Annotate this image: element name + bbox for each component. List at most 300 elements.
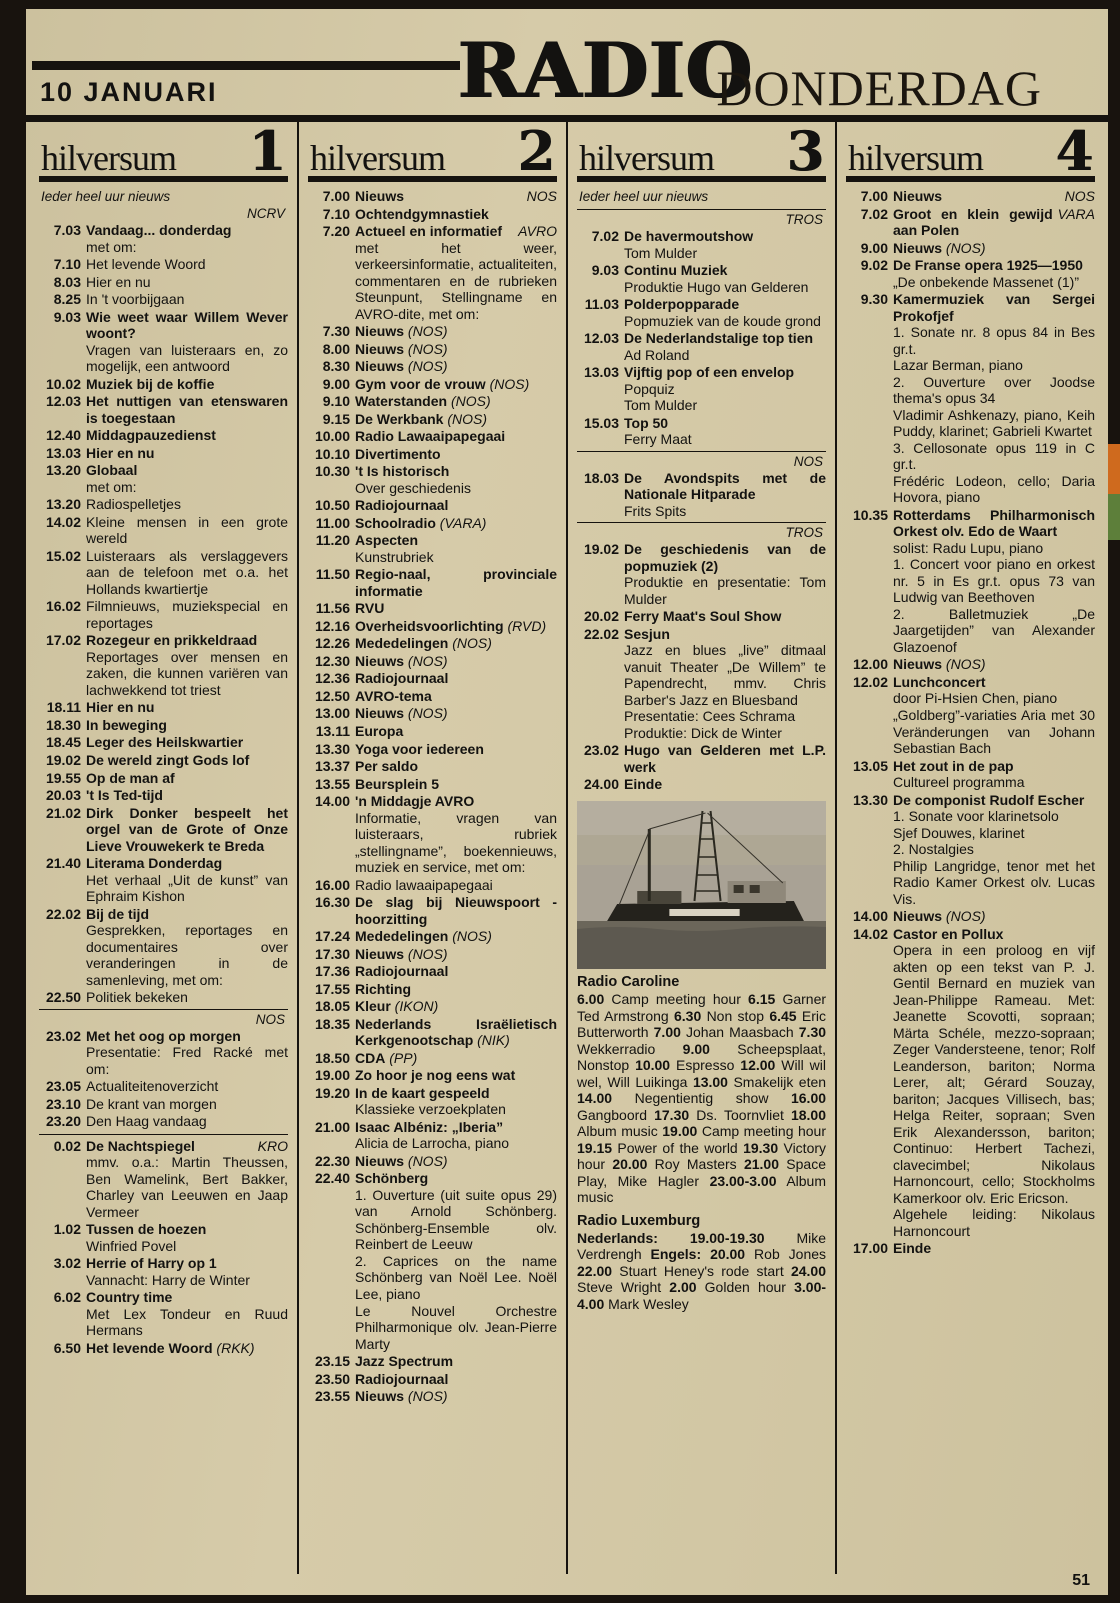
program-title: Jazz Spectrum	[355, 1353, 454, 1370]
program-item	[577, 626, 826, 742]
program-item	[577, 262, 826, 295]
program-item	[308, 393, 557, 410]
program-text	[624, 296, 826, 329]
program-item	[846, 291, 1095, 506]
program-time: 8.25	[53, 291, 81, 308]
program-title: Met het oog op morgen	[86, 1027, 241, 1044]
program-time: 19.02	[583, 541, 619, 558]
ship-photo-illustration	[577, 801, 826, 969]
program-item	[846, 257, 1095, 290]
program-title: 'n Middagje AVRO	[355, 793, 475, 810]
section-heading: Radio Luxemburg	[577, 1212, 701, 1229]
program-title: Het levende Woord	[86, 256, 206, 273]
network-tag: (NOS)	[404, 323, 448, 340]
column-content	[846, 124, 1095, 1257]
program-time: 12.50	[314, 687, 350, 704]
program-time: 22.50	[45, 989, 81, 1006]
program-title: Rozegeur en prikkeldraad	[86, 632, 258, 649]
program-title: Hier en nu	[86, 699, 155, 716]
program-time: 19.20	[314, 1084, 350, 1101]
program-text	[355, 566, 557, 599]
program-time: 15.03	[583, 414, 619, 431]
program-time: 7.20	[322, 223, 350, 240]
program-text	[86, 632, 288, 698]
network-tag: (IKON)	[390, 998, 439, 1015]
program-title: Den Haag vandaag	[86, 1113, 207, 1130]
program-desc: Kunstrubriek	[355, 548, 434, 565]
program-time: 13.20	[45, 462, 81, 479]
program-title: Luisteraars als verslaggevers aan de telefoon met o.a. het Hollands kwartiertje	[86, 547, 288, 597]
program-time: 17.24	[314, 928, 350, 945]
program-time: 15.02	[45, 547, 81, 564]
radio-caroline-ship-photo	[577, 801, 826, 969]
program-text	[86, 376, 288, 393]
program-title: Kamermuziek van Sergei Prokofjef	[893, 291, 1095, 324]
program-time: 22.30	[314, 1152, 350, 1169]
program-text	[355, 497, 557, 514]
schedule-entry: Space Play, Mike Hagler	[577, 1156, 826, 1189]
program-title: Radio Lawaaipapegaai	[355, 428, 506, 445]
program-item	[846, 674, 1095, 757]
program-text	[893, 291, 1095, 506]
network-tag: (NOS)	[447, 393, 491, 410]
program-item	[577, 742, 826, 775]
program-time: 10.00	[314, 428, 350, 445]
program-text	[624, 364, 826, 414]
radio-caroline-section	[577, 974, 826, 1206]
program-title: Nieuws	[893, 188, 943, 204]
program-title: Nieuws	[893, 239, 943, 256]
program-title: Hugo van Gelderen met L.P. werk	[624, 742, 826, 775]
program-desc: Reportages over mensen en zaken, die kunnen variëren van lachwekkend tot triest	[86, 648, 288, 698]
program-text	[355, 635, 557, 652]
program-text	[355, 1371, 557, 1388]
header-rule	[32, 61, 460, 70]
program-text	[86, 717, 288, 734]
program-desc: 2. Caprices on the name Schönberg van Noël Lee. Noël Lee, piano	[355, 1252, 557, 1302]
program-title: 't Is historisch	[355, 463, 450, 480]
page-header	[26, 9, 1108, 122]
program-title: Nieuws	[355, 1152, 405, 1169]
column-number: 4	[1055, 122, 1093, 183]
program-text	[624, 470, 826, 520]
program-time: 0.02	[53, 1137, 81, 1154]
network-label: TROS	[577, 209, 826, 228]
program-item	[308, 635, 557, 652]
program-text	[624, 626, 826, 742]
schedule-time: 14.00	[577, 1090, 613, 1107]
program-item	[308, 497, 557, 514]
schedule-entry: Camp meeting hour	[611, 990, 741, 1007]
network-label: AVRO	[518, 223, 557, 240]
program-item	[308, 1388, 557, 1405]
program-time: 6.02	[53, 1289, 81, 1306]
program-item	[39, 393, 288, 426]
program-text	[86, 787, 288, 804]
program-item	[39, 274, 288, 291]
program-item	[308, 1353, 557, 1370]
program-time: 18.05	[314, 998, 350, 1015]
program-desc: met om:	[86, 238, 137, 255]
program-item	[308, 618, 557, 635]
program-text	[893, 674, 1095, 757]
network-label: NCRV	[246, 206, 285, 221]
program-time: 18.35	[314, 1015, 350, 1032]
program-text	[86, 1096, 288, 1113]
schedule-entry: Smakelijk eten	[733, 1073, 827, 1090]
program-text	[355, 358, 557, 375]
program-desc: 1. Sonate voor klarinetsolo	[893, 808, 1059, 825]
program-text	[893, 926, 1095, 1240]
program-title: Nieuws	[355, 340, 405, 357]
program-item	[39, 598, 288, 631]
network-tag: (NOS)	[404, 1388, 448, 1405]
program-text	[355, 793, 557, 876]
program-text	[893, 656, 1095, 673]
program-desc: Ferry Maat	[624, 431, 692, 448]
program-desc: Met Lex Tondeur en Ruud Hermans	[86, 1305, 288, 1339]
program-item	[308, 515, 557, 532]
program-desc: 1. Sonate nr. 8 opus 84 in Bes gr.t.	[893, 324, 1095, 357]
program-item	[308, 894, 557, 927]
program-text	[86, 309, 288, 375]
program-time: 14.00	[852, 908, 888, 925]
program-time: 7.02	[860, 205, 888, 222]
program-desc: Het verhaal „Uit de kunst” van Ephraim Kishon	[86, 871, 288, 905]
program-item	[39, 1340, 288, 1357]
program-title: De Nederlandstalige top tien	[624, 330, 814, 347]
program-desc: Le Nouvel Orchestre Philharmonique olv. Jean-Pierre Marty	[355, 1302, 557, 1352]
program-title: CDA	[355, 1049, 386, 1066]
schedule-time: 19.00	[662, 1123, 698, 1140]
program-item	[308, 566, 557, 599]
program-text	[893, 758, 1095, 791]
program-title: Het levende Woord	[86, 1340, 213, 1356]
program-item	[308, 928, 557, 945]
program-item	[308, 358, 557, 375]
column-header	[39, 124, 288, 182]
program-text	[86, 1113, 288, 1130]
program-item	[577, 541, 826, 607]
program-desc: Cultureel programma	[893, 774, 1025, 791]
program-item	[846, 188, 1095, 205]
program-title: Hier en nu	[86, 273, 151, 290]
program-item	[577, 776, 826, 793]
program-desc: 1. Ouverture (uit suite opus 29) van Arnold Schönberg. Schönberg-Ensemble olv. Reinbert de Leeuw	[355, 1186, 557, 1253]
column-hilversum-1	[30, 122, 297, 1574]
program-desc: Klassieke verzoekplaten	[355, 1101, 506, 1118]
program-item	[308, 1371, 557, 1388]
program-time: 7.10	[322, 205, 350, 222]
program-item	[39, 496, 288, 513]
program-text	[86, 598, 288, 631]
program-text	[893, 188, 1095, 205]
schedule-entry: Camp meeting hour	[701, 1123, 827, 1140]
schedule-entry: Steve Wright	[577, 1279, 662, 1296]
program-desc: Winfried Povel	[86, 1237, 177, 1254]
program-title: Op de man af	[86, 769, 175, 786]
program-title: Country time	[86, 1289, 173, 1306]
schedule-entry: Non stop	[706, 1007, 765, 1024]
program-item	[308, 223, 557, 322]
program-time: 12.16	[314, 617, 350, 634]
program-time: 13.30	[852, 791, 888, 808]
schedule-time: 6.15	[748, 990, 776, 1007]
column-content	[308, 124, 557, 1405]
schedule-entry: Espresso	[676, 1057, 735, 1074]
program-item	[846, 926, 1095, 1240]
program-item	[308, 600, 557, 617]
program-text	[86, 1028, 288, 1078]
program-title: Zo hoor je nog eens wat	[355, 1067, 516, 1084]
program-text	[355, 741, 557, 758]
program-desc: Opera in een proloog en vijf akten op een tekst van P. J. Gentil Bernard en muziek van Jean-Philippe Rameau. Met: Jeanette Scovotti, sopraan; Märta Schéle, mezzo-sopraan; Zeger Vandersteene, tenor; Rolf Leanderson, bariton; Norma Lerer, alt; Gérard Souzay, bariton; Jacques Villisech, bas; Helga Reiter, sopraan; Sven Erik Alexandersson, bariton; Continuo: Herbert Tachezi, clavecimbel; Nikolaus Harnoncourt, cello; Stockholms Kamerkoor olv. Eric Ericson.	[893, 942, 1095, 1206]
program-text	[893, 1240, 1095, 1257]
program-time: 7.00	[322, 188, 350, 204]
program-text	[86, 222, 288, 255]
program-text	[86, 906, 288, 989]
program-text	[355, 1050, 557, 1067]
program-title: Radiojournaal	[355, 963, 449, 980]
program-title: De Franse opera 1925—1950	[893, 257, 1083, 274]
program-text	[355, 532, 557, 565]
schedule-time: Nederlands:	[577, 1229, 658, 1246]
program-title: Filmnieuws, muziekspecial en reportages	[86, 598, 288, 631]
program-text	[355, 723, 557, 740]
program-title: Isaac Albéniz: „Iberia”	[355, 1118, 504, 1135]
program-text	[893, 908, 1095, 925]
program-item	[577, 470, 826, 520]
program-item	[308, 688, 557, 705]
program-title: Herrie of Harry op 1	[86, 1255, 217, 1272]
program-title: Nieuws	[893, 908, 943, 925]
program-time: 23.02	[583, 742, 619, 759]
program-text	[355, 776, 557, 793]
program-desc: mmv. o.a.: Martin Theussen, Ben Wamelink, Bert Bakker, Charley van Leeuwen en Jaap Vermeer	[86, 1154, 288, 1220]
program-title: Regio-naal, provinciale informatie	[355, 566, 557, 599]
program-text	[355, 1353, 557, 1370]
program-desc: door Pi-Hsien Chen, piano	[893, 690, 1058, 707]
program-text	[86, 256, 288, 273]
schedule-time: 19.30	[743, 1139, 779, 1156]
program-desc: Frits Spits	[624, 502, 687, 519]
program-time: 7.10	[53, 256, 81, 273]
program-time: 21.02	[45, 804, 81, 821]
program-title: Het zout in de pap	[893, 757, 1014, 774]
program-text	[86, 1340, 288, 1357]
program-item	[308, 877, 557, 894]
program-item	[308, 653, 557, 670]
network-tag: (NOS)	[942, 908, 986, 925]
program-text	[86, 734, 288, 751]
program-item	[39, 734, 288, 751]
program-text	[86, 1221, 288, 1254]
program-title: Mededelingen	[355, 635, 449, 652]
program-text	[86, 291, 288, 308]
program-text	[355, 1067, 557, 1084]
schedule-entry: Mike Verdrengh	[577, 1229, 826, 1263]
schedule-entry: Will wil wel, Will Luikinga	[577, 1057, 827, 1090]
program-desc: „De onbekende Massenet (1)”	[893, 273, 1079, 290]
schedule-entry: Victory hour	[577, 1139, 827, 1173]
program-time: 23.50	[314, 1370, 350, 1387]
program-item	[39, 1134, 288, 1221]
program-item	[39, 427, 288, 444]
program-time: 10.30	[314, 463, 350, 480]
program-title: In beweging	[86, 716, 167, 733]
program-desc: Philip Langridge, tenor met het Radio Kamer Orkest olv. Lucas Vis.	[893, 857, 1095, 907]
program-item	[39, 445, 288, 462]
program-item	[308, 323, 557, 340]
program-text	[86, 1078, 288, 1095]
program-time: 23.05	[45, 1078, 81, 1095]
program-time: 9.30	[860, 291, 888, 308]
program-item	[846, 656, 1095, 673]
program-item	[846, 908, 1095, 925]
program-desc: 2. Nostalgies	[893, 841, 974, 858]
program-desc: 1. Concert voor piano en orkest nr. 5 in Es gr.t. opus 73 van Ludwig van Beethoven	[893, 556, 1095, 606]
program-text	[624, 262, 826, 295]
schedule-entry: Negentientig show	[634, 1090, 769, 1107]
program-title: Actualiteitenoverzicht	[86, 1078, 219, 1095]
program-item	[39, 548, 288, 598]
schedule-time: 17.30	[654, 1106, 690, 1123]
program-text	[355, 758, 557, 775]
schedule-entry: Mark Wesley	[608, 1295, 689, 1312]
program-text	[86, 805, 288, 855]
schedule-time: 23.00-3.00	[709, 1172, 777, 1189]
program-title: Tussen de hoezen	[86, 1221, 207, 1238]
column-title: hilversum	[848, 138, 983, 178]
program-time: 9.03	[591, 262, 619, 279]
program-title: Radiospelletjes	[86, 496, 181, 513]
program-title: Beursplein 5	[355, 775, 440, 792]
schedule-time: 2.00	[669, 1279, 697, 1296]
program-item	[308, 946, 557, 963]
program-item	[39, 989, 288, 1006]
schedule-entry: Scheepsplaat, Nonstop	[577, 1040, 826, 1074]
schedule-time: 10.00	[635, 1057, 671, 1074]
program-text	[355, 1170, 557, 1352]
program-time: 21.00	[314, 1118, 350, 1135]
program-time: 17.00	[852, 1240, 888, 1257]
program-title: Bij de tijd	[86, 905, 149, 922]
program-item	[577, 364, 826, 414]
program-item	[39, 855, 288, 905]
program-time: 19.02	[45, 751, 81, 768]
program-title: De Nachtspiegel	[86, 1137, 195, 1154]
program-time: 11.00	[315, 514, 350, 531]
day-label: DONDERDAG	[716, 60, 1042, 116]
program-title: Ochtendgymnastiek	[355, 205, 489, 222]
column-number: 2	[517, 122, 555, 183]
program-time: 23.02	[45, 1027, 81, 1044]
program-text	[355, 894, 557, 927]
program-text	[86, 445, 288, 462]
program-time: 13.20	[45, 496, 81, 513]
program-time: 22.40	[314, 1170, 350, 1187]
column-title: hilversum	[310, 138, 445, 178]
network-label: NOS	[39, 1009, 288, 1028]
program-item	[308, 998, 557, 1015]
program-title: Nieuws	[355, 188, 405, 204]
program-item	[39, 906, 288, 989]
program-title: De slag bij Nieuwspoort - hoorzitting	[355, 894, 557, 927]
schedule-time: 20.00	[612, 1156, 648, 1173]
program-desc: solist: Radu Lupu, piano	[893, 539, 1044, 556]
program-text	[86, 274, 288, 291]
network-tag: (NOS)	[404, 705, 448, 722]
program-title: RVU	[355, 600, 385, 617]
program-time: 12.36	[314, 670, 350, 687]
network-tag: (NIK)	[473, 1032, 510, 1049]
program-title: Lunchconcert	[893, 673, 986, 690]
program-title: Hier en nu	[86, 444, 155, 461]
program-item	[39, 256, 288, 273]
program-text	[355, 670, 557, 687]
program-text	[86, 699, 288, 716]
program-text	[624, 415, 826, 448]
program-time: 3.02	[53, 1255, 81, 1272]
program-title: Nieuws	[355, 945, 405, 962]
program-time: 14.02	[852, 925, 888, 942]
program-item	[846, 206, 1095, 239]
program-desc: 2. Balletmuziek „De Jaargetijden” van Alexander Glazoenof	[893, 605, 1095, 655]
program-text	[355, 411, 557, 428]
program-title: Nieuws	[355, 705, 405, 722]
program-item	[39, 462, 288, 495]
program-time: 10.10	[314, 445, 350, 462]
program-text	[355, 1388, 557, 1405]
program-title: Wie weet waar Willem Wever woont?	[86, 308, 288, 342]
program-item	[577, 228, 826, 261]
program-time: 11.03	[584, 296, 619, 313]
program-item	[39, 376, 288, 393]
program-time: 11.20	[315, 532, 350, 549]
program-item	[308, 981, 557, 998]
program-time: 17.36	[314, 963, 350, 980]
program-item	[577, 608, 826, 625]
column-content	[577, 124, 826, 793]
program-title: De havermoutshow	[624, 228, 754, 244]
column-hilversum-4	[835, 122, 1104, 1574]
network-label: NOS	[577, 451, 826, 470]
program-text	[893, 240, 1095, 257]
program-time: 22.02	[45, 905, 81, 922]
program-time: 24.00	[583, 776, 619, 793]
program-item	[39, 1289, 288, 1339]
program-time: 14.02	[45, 513, 81, 530]
program-title: Literama Donderdag	[86, 855, 223, 872]
program-title: In 't voorbijgaan	[86, 291, 185, 308]
program-desc: Vragen van luisteraars en, zo mogelijk, een antwoord	[86, 341, 288, 375]
program-title: Schoolradio	[355, 514, 436, 531]
program-desc: Informatie, vragen van luisteraars, rubriek „stellingname”, boekennieuws, muziek en service, met om:	[355, 809, 557, 876]
program-title: De geschiedenis van de popmuziek (2)	[624, 541, 826, 574]
program-time: 20.02	[583, 608, 619, 625]
program-time: 9.03	[53, 308, 81, 325]
program-time: 17.55	[314, 980, 350, 997]
program-item	[846, 758, 1095, 791]
program-item	[39, 291, 288, 308]
program-title: Top 50	[624, 414, 669, 431]
program-item	[308, 428, 557, 445]
program-desc: Gesprekken, reportages en documentaires over veranderingen in de samenleving, met om:	[86, 922, 288, 988]
program-item	[39, 1096, 288, 1113]
section-schedule	[577, 1230, 826, 1313]
program-item	[308, 793, 557, 876]
program-desc: Presentatie: Fred Racké met om:	[86, 1044, 288, 1077]
